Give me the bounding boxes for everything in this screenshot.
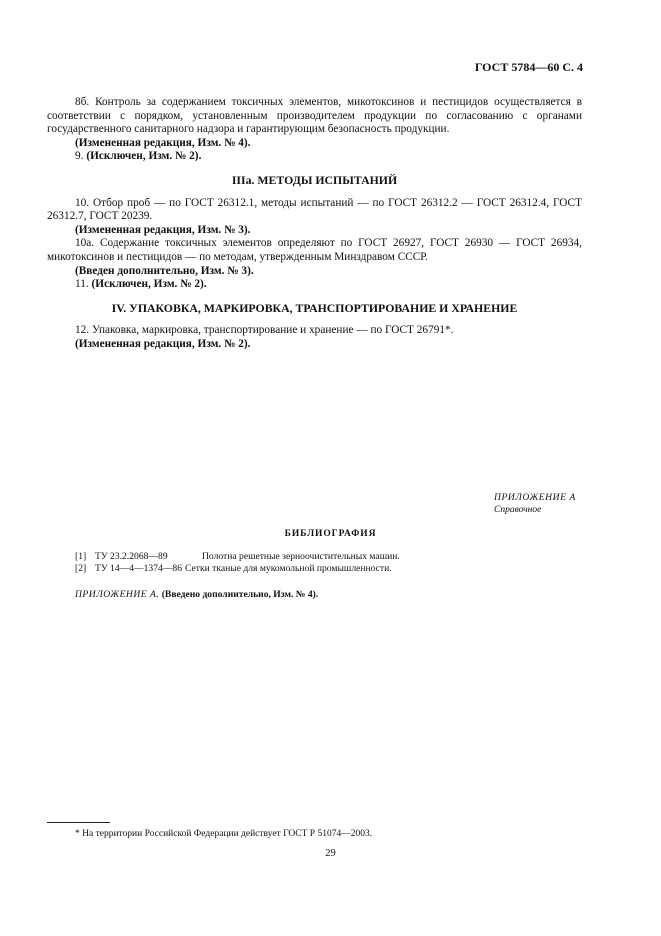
paragraph-10: 10. Отбор проб — по ГОСТ 26312.1, методы испытаний — по ГОСТ 26312.2 — ГОСТ 26312.4, ГОСТ 26312.7, ГОСТ 20239. bbox=[47, 196, 582, 223]
paragraph-9 bbox=[47, 150, 582, 164]
paragraph-10-note: (Измененная редакция, Изм. № 3). bbox=[75, 223, 251, 236]
bibliography-entry-title: Сетки тканые для мукомольной промышленности. bbox=[185, 563, 392, 574]
bibliography-title: БИБЛИОГРАФИЯ bbox=[284, 529, 377, 539]
bibliography-entry bbox=[75, 551, 400, 563]
appendix-note-text: (Введено дополнительно, Изм. № 4). bbox=[161, 589, 319, 600]
appendix-note-label: ПРИЛОЖЕНИЕ А. bbox=[75, 589, 160, 600]
footnote: * На территории Российской Федерации действует ГОСТ Р 51074—2003. bbox=[75, 829, 373, 839]
bibliography-entry-number: [1] bbox=[75, 551, 87, 562]
page-header: ГОСТ 5784—60 С. 4 bbox=[474, 60, 583, 74]
paragraph-12: 12. Упаковка, маркировка, транспортирование и хранение — по ГОСТ 26791*. bbox=[75, 324, 454, 337]
footnote-divider bbox=[47, 822, 110, 823]
bibliography-entry-code: ТУ 14—4—1374—86 bbox=[95, 563, 183, 574]
appendix-sublabel: Справочное bbox=[494, 505, 542, 515]
section-heading-3a: IIIа. МЕТОДЫ ИСПЫТАНИЙ bbox=[231, 172, 398, 187]
paragraph-8b-note: (Измененная редакция, Изм. № 4). bbox=[75, 136, 251, 149]
bibliography-entry bbox=[75, 563, 392, 575]
paragraph-11-note: (Исключен, Изм. № 2). bbox=[91, 278, 207, 291]
bibliography-entry-title: Полотна решетные зерноочистительных машин. bbox=[202, 551, 400, 562]
appendix-label: ПРИЛОЖЕНИЕ А bbox=[494, 493, 576, 503]
paragraph-11-number: 11. bbox=[75, 278, 89, 291]
paragraph-12-note: (Измененная редакция, Изм. № 2). bbox=[75, 337, 251, 350]
paragraph-8b: 8б. Контроль за содержанием токсичных элементов, микотоксинов и пестицидов осуществляется в соответствии с порядком, установленным производителем продукции по согласованию с органами государственного санитарного надзора и гарантирующим безопасность продукции. bbox=[47, 96, 582, 136]
bibliography-entry-code: ТУ 23.2.2068—89 bbox=[95, 551, 168, 562]
main-text bbox=[47, 96, 582, 352]
page-number: 29 bbox=[325, 848, 336, 859]
paragraph-9-number: 9. bbox=[75, 150, 84, 163]
paragraph-11 bbox=[47, 278, 582, 292]
paragraph-9-note: (Исключен, Изм. № 2). bbox=[86, 150, 202, 163]
section-heading-4: IV. УПАКОВКА, МАРКИРОВКА, ТРАНСПОРТИРОВАНИЕ И ХРАНЕНИЕ bbox=[111, 300, 518, 315]
paragraph-10a-note: (Введен дополнительно, Изм. № 3). bbox=[75, 264, 254, 277]
bibliography-entry-number: [2] bbox=[75, 563, 87, 574]
paragraph-10a: 10а. Содержание токсичных элементов определяют по ГОСТ 26927, ГОСТ 26930 — ГОСТ 26934, микотоксинов и пестицидов — по методам, утвержденным Минздравом СССР. bbox=[47, 237, 582, 263]
appendix-note bbox=[75, 588, 318, 602]
